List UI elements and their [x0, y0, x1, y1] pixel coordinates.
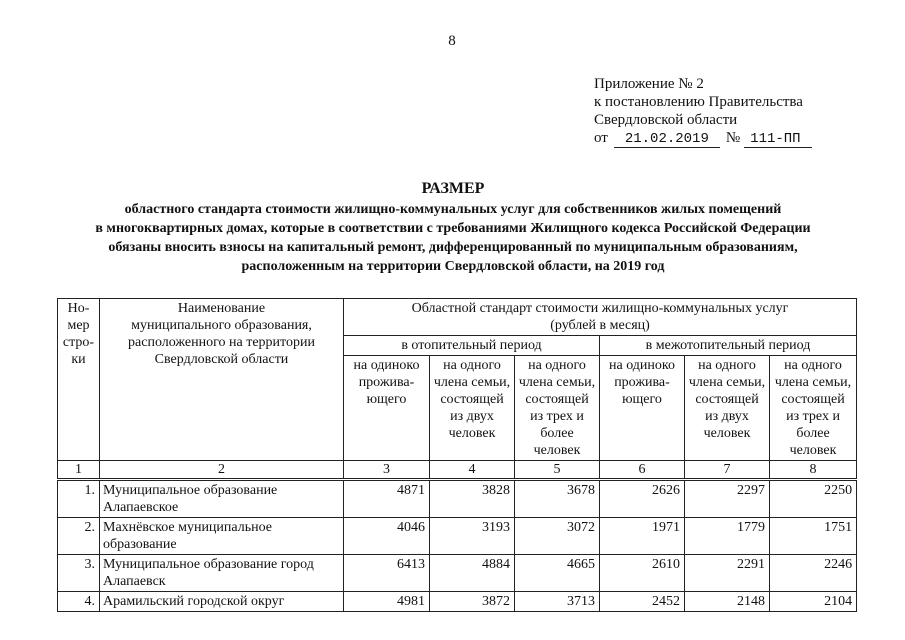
header-heating-period: в отопительный период	[344, 336, 600, 356]
header-subline: на одного	[528, 358, 586, 373]
header-subline: члена семьи,	[518, 375, 596, 390]
header-subline: на одного	[443, 358, 501, 373]
value-cell: 2297	[685, 480, 770, 518]
header-subline: на одиноко	[353, 358, 420, 373]
value-cell: 4981	[344, 592, 430, 612]
value-cell: 4871	[344, 480, 430, 518]
appendix-line-2: к постановлению Правительства	[594, 94, 803, 110]
column-number: 5	[515, 461, 600, 480]
header-name-line: муниципального образования,	[131, 318, 312, 333]
document-title	[40, 178, 866, 276]
header-name-line: Свердловской области	[154, 352, 289, 367]
value-cell: 1971	[600, 518, 685, 555]
header-subline: ющего	[366, 392, 407, 407]
municipality-name: Махнёвское муниципальное образование	[100, 518, 344, 555]
header-non-heating-period: в межотопительный период	[600, 336, 857, 356]
value-cell: 6413	[344, 555, 430, 592]
row-index: 2.	[58, 518, 100, 555]
column-number: 7	[685, 461, 770, 480]
header-standard-line: (рублей в месяц)	[550, 318, 650, 333]
header-subline: члена семьи,	[774, 375, 852, 390]
header-subline: человек	[533, 443, 581, 458]
header-municipality-name	[100, 299, 344, 461]
value-cell: 3828	[430, 480, 515, 518]
header-nonheating-two	[685, 356, 770, 461]
header-subline: состоящей	[695, 392, 759, 407]
municipality-name: Муниципальное образование город Алапаевск	[100, 555, 344, 592]
header-row-number-line: Но-	[67, 301, 90, 316]
header-nonheating-three	[770, 356, 857, 461]
row-index: 1.	[58, 480, 100, 518]
header-row-number-line: мер	[67, 318, 90, 333]
appendix-signature-row	[594, 129, 894, 148]
value-cell: 2626	[600, 480, 685, 518]
appendix-block	[594, 75, 894, 148]
municipality-name: Муниципальное образование Алапаевское	[100, 480, 344, 518]
header-subline: прожива-	[358, 375, 415, 390]
column-number: 6	[600, 461, 685, 480]
value-cell: 1779	[685, 518, 770, 555]
value-cell: 2148	[685, 592, 770, 612]
header-heating-two	[430, 356, 515, 461]
value-cell: 3072	[515, 518, 600, 555]
header-subline: из двух	[450, 409, 494, 424]
header-row-number-line: ки	[71, 352, 86, 367]
header-name-line: Наименование	[177, 301, 266, 316]
header-subline: состоящей	[781, 392, 845, 407]
title-main: РАЗМЕР	[421, 180, 485, 197]
header-subline: из двух	[705, 409, 749, 424]
header-subline: члена семьи,	[433, 375, 511, 390]
standards-table	[57, 298, 857, 612]
decree-date: 21.02.2019	[614, 132, 720, 148]
page-number: 8	[448, 33, 456, 49]
header-subline: из трех и	[530, 409, 584, 424]
column-number: 1	[58, 461, 100, 480]
row-index: 3.	[58, 555, 100, 592]
header-row-number	[58, 299, 100, 461]
header-subline: более	[540, 426, 574, 441]
header-heating-three	[515, 356, 600, 461]
value-cell: 4884	[430, 555, 515, 592]
appendix-line-1: Приложение № 2	[594, 76, 704, 92]
value-cell: 3193	[430, 518, 515, 555]
from-label: от	[594, 130, 608, 146]
title-line-4: расположенным на территории Свердловской области, на 2019 год	[241, 259, 665, 274]
header-subline: человек	[703, 426, 751, 441]
header-subline: состоящей	[440, 392, 504, 407]
value-cell: 2452	[600, 592, 685, 612]
table-row	[58, 592, 857, 612]
column-numbers-row	[58, 461, 857, 480]
header-standard-cost	[344, 299, 857, 336]
header-subline: на одного	[698, 358, 756, 373]
table-row	[58, 555, 857, 592]
value-cell: 2291	[685, 555, 770, 592]
column-number: 8	[770, 461, 857, 480]
municipality-name: Арамильский городской округ	[100, 592, 344, 612]
value-cell: 3678	[515, 480, 600, 518]
header-subline: на одиноко	[608, 358, 675, 373]
header-subline: на одного	[784, 358, 842, 373]
header-heating-single	[344, 356, 430, 461]
header-subline: состоящей	[525, 392, 589, 407]
header-subline: прожива-	[614, 375, 670, 390]
header-nonheating-single	[600, 356, 685, 461]
number-label: №	[725, 130, 741, 146]
header-subline: человек	[789, 443, 837, 458]
header-subline: члена семьи,	[688, 375, 766, 390]
title-line-3: обязаны вносить взносы на капитальный ремонт, дифференцированный по муниципальным образованиям,	[108, 240, 798, 255]
value-cell: 2246	[770, 555, 857, 592]
header-subline: ющего	[622, 392, 662, 407]
row-index: 4.	[58, 592, 100, 612]
value-cell: 2610	[600, 555, 685, 592]
header-subline: более	[796, 426, 830, 441]
value-cell: 2250	[770, 480, 857, 518]
value-cell: 4046	[344, 518, 430, 555]
column-number: 3	[344, 461, 430, 480]
title-line-1: областного стандарта стоимости жилищно-коммунальных услуг для собственников жилых помещений	[124, 202, 782, 217]
value-cell: 1751	[770, 518, 857, 555]
value-cell: 3872	[430, 592, 515, 612]
header-subline: человек	[448, 426, 496, 441]
value-cell: 3713	[515, 592, 600, 612]
column-number: 2	[100, 461, 344, 480]
value-cell: 4665	[515, 555, 600, 592]
header-standard-line: Областной стандарт стоимости жилищно-коммунальных услуг	[411, 301, 789, 316]
title-line-2: в многоквартирных домах, которые в соответствии с требованиями Жилищного кодекса Российской Федерации	[95, 221, 811, 236]
column-number: 4	[430, 461, 515, 480]
table-row	[58, 480, 857, 518]
appendix-line-3: Свердловской области	[594, 112, 738, 128]
value-cell: 2104	[770, 592, 857, 612]
decree-number: 111-ПП	[744, 132, 812, 148]
table-row	[58, 518, 857, 555]
header-name-line: расположенного на территории	[128, 335, 315, 350]
header-subline: из трех и	[786, 409, 840, 424]
header-row-number-line: стро-	[62, 335, 95, 350]
